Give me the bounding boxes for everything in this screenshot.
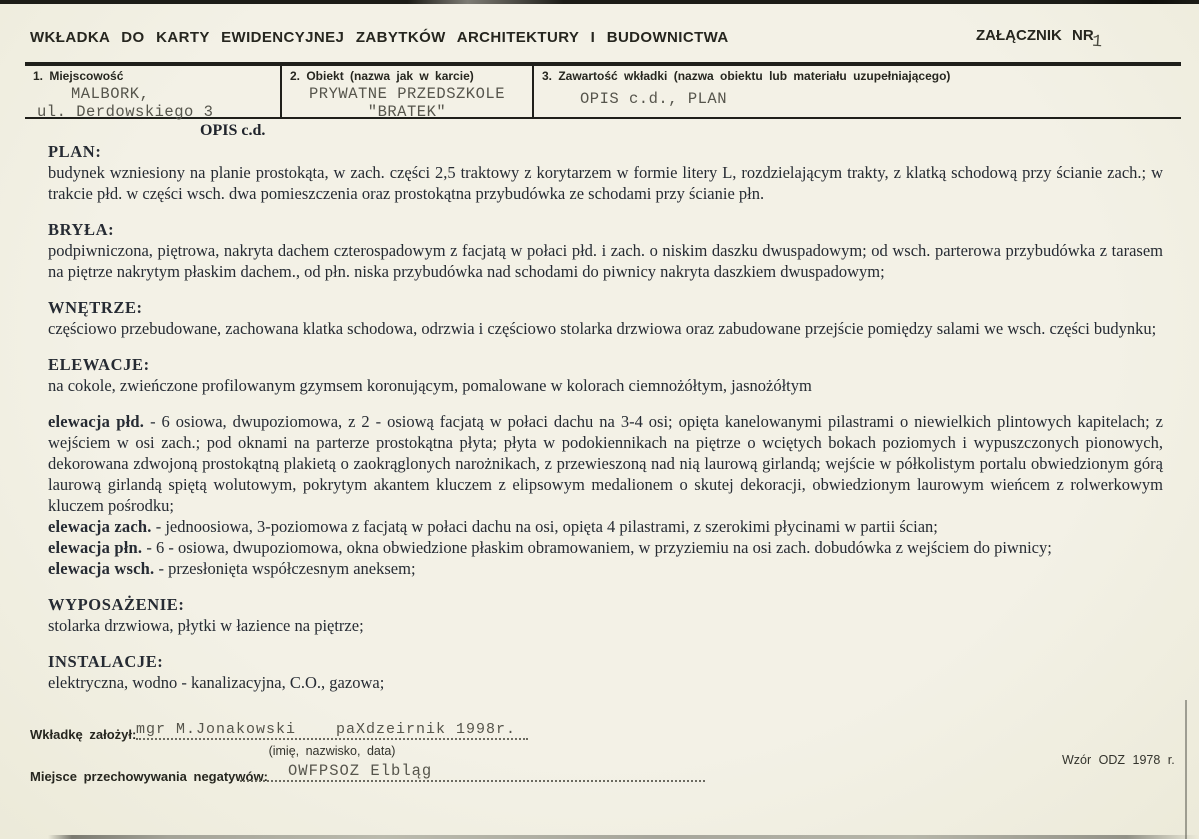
cell-location	[25, 66, 282, 121]
section-bryla-text: podpiwniczona, piętrowa, nakryta dachem czterospadowym z facjatą w połaci płd. i zach. o niskim daszku dwuspadowym; od wsch. parterowa przybudówka z tarasem na piętrze nakrytym płaskim dachem., od płn. niska przybudówka nad schodami do piwnicy nakryta daszkiem dwuspadowym;	[48, 241, 1163, 281]
object-value-line2: "BRATEK"	[367, 103, 447, 121]
location-value-line2: ul. Derdowskiego 3	[37, 103, 214, 121]
section-bryla-title: BRYŁA:	[48, 220, 115, 239]
founder-value: mgr M.Jonakowski paXdzeirnik 1998r.	[136, 721, 517, 738]
scan-edge-right	[1185, 700, 1187, 839]
negatives-value: OWFPSOZ Elbląg	[288, 762, 433, 780]
description-body	[48, 120, 1163, 708]
elevation-east	[48, 558, 1163, 579]
elevation-west-lead: elewacja zach.	[48, 517, 152, 536]
section-wnetrze-text: częściowo przebudowane, zachowana klatka schodowa, odrzwia i częściowo stolarka drzwiowa oraz zabudowane przejście pomiędzy salami we wsch. części budynku;	[48, 319, 1157, 338]
section-wyposazenie-title: WYPOSAŻENIE:	[48, 595, 185, 614]
section-wyposazenie-text: stolarka drzwiowa, płytki w łazience na piętrze;	[48, 616, 364, 635]
elevation-west	[48, 516, 1163, 537]
section-plan-text: budynek wzniesiony na planie prostokąta, w zach. części 2,5 traktowy z korytarzem w formie litery L, rozdzielającym trakty, z klatką schodową przy ścianie zach.; w trakcie płd. w części wsch. dwa pomieszczenia oraz prostokątna przybudówka ze schodami przy ścianie płn.	[48, 163, 1163, 203]
scan-edge-bottom	[0, 835, 1199, 839]
founder-value-line	[136, 720, 528, 740]
elevation-east-text: - przesłonięta współczesnym aneksem;	[158, 559, 416, 578]
section-plan-title: PLAN:	[48, 142, 102, 161]
section-bryla	[48, 219, 1163, 282]
page-title: WKŁADKA DO KARTY EWIDENCYJNEJ ZABYTKÓW ARCHITEKTURY I BUDOWNICTWA	[30, 29, 729, 46]
elevation-east-lead: elewacja wsch.	[48, 559, 155, 578]
location-label: 1. Miejscowość	[33, 69, 124, 83]
elevation-south-text: - 6 osiowa, dwupoziomowa, z 2 - osiową facjatą w połaci dachu na 3-4 osi; opięta kanelowanymi pilastrami o niewielkich plintowych kapitelach; z wejściem w osi zach.; pod oknami na parterze prostokątna płyta; płyta w podokiennikach na piętrze o wciętych bokach poziomych i wypuszczonych pionowych, dekorowana zdwojoną prostokątną plakietą o zaokrąglonych narożnikach, z przewieszoną nad nią laurową girlandą; wejście w półkolistym portalu obwiedzionym górą laurową girlandą spiętą wolutowym, pokrytym akantem kluczem z elipsowym medalionem o skutej dekoracji, obwiedzionym laurowym wieńcem z rolwerkowym kluczem pośrodku;	[48, 412, 1163, 515]
founder-hint: (imię, nazwisko, data)	[268, 744, 396, 758]
elevation-north	[48, 537, 1163, 558]
negatives-value-line	[240, 762, 705, 782]
section-wnetrze-title: WNĘTRZE:	[48, 298, 143, 317]
description-heading: OPIS c.d.	[200, 122, 266, 139]
negatives-label: Miejsce przechowywania negatywów:	[30, 769, 268, 784]
location-value-line1: MALBORK,	[71, 85, 150, 103]
section-elewacje-title: ELEWACJE:	[48, 355, 150, 374]
section-plan	[48, 141, 1163, 204]
section-instalacje-text: elektryczna, wodno - kanalizacyjna, C.O., gazowa;	[48, 673, 385, 692]
elevation-south-lead: elewacja płd.	[48, 412, 145, 431]
section-wyposazenie	[48, 594, 1163, 636]
elevation-north-lead: elewacja płn.	[48, 538, 143, 557]
attachment-label: ZAŁĄCZNIK NR	[976, 27, 1094, 44]
cell-object	[282, 66, 534, 121]
cell-contents	[534, 66, 1181, 117]
elevation-details	[48, 411, 1163, 579]
section-elewacje	[48, 354, 1163, 396]
form-code: Wzór ODZ 1978 r.	[1062, 753, 1175, 767]
elevation-north-text: - 6 - osiowa, dwupoziomowa, okna obwiedzione płaskim obramowaniem, w przyziemiu na osi zach. dobudówka z wejściem do piwnicy;	[146, 538, 1052, 557]
founder-label: Wkładkę założył:	[30, 727, 137, 742]
object-value-line1: PRYWATNE PRZEDSZKOLE	[308, 85, 506, 103]
section-wnetrze	[48, 297, 1163, 339]
info-table	[25, 62, 1181, 119]
elevation-south	[48, 411, 1163, 516]
contents-value: OPIS c.d., PLAN	[580, 90, 728, 108]
section-instalacje-title: INSTALACJE:	[48, 652, 164, 671]
object-label: 2. Obiekt (nazwa jak w karcie)	[290, 69, 474, 83]
contents-label: 3. Zawartość wkładki (nazwa obiektu lub materiału uzupełniającego)	[542, 69, 951, 83]
section-instalacje	[48, 651, 1163, 693]
section-elewacje-text: na cokole, zwieńczone profilowanym gzymsem koronującym, pomalowane w kolorach ciemnożółtym, jasnożółtym	[48, 376, 812, 395]
attachment-number: 1	[1091, 32, 1103, 53]
scan-edge-top	[0, 0, 1199, 4]
elevation-west-text: - jednoosiowa, 3-poziomowa z facjatą w połaci dachu na osi, opięta 4 pilastrami, z szerokimi płycinami w partii ścian;	[155, 517, 938, 536]
